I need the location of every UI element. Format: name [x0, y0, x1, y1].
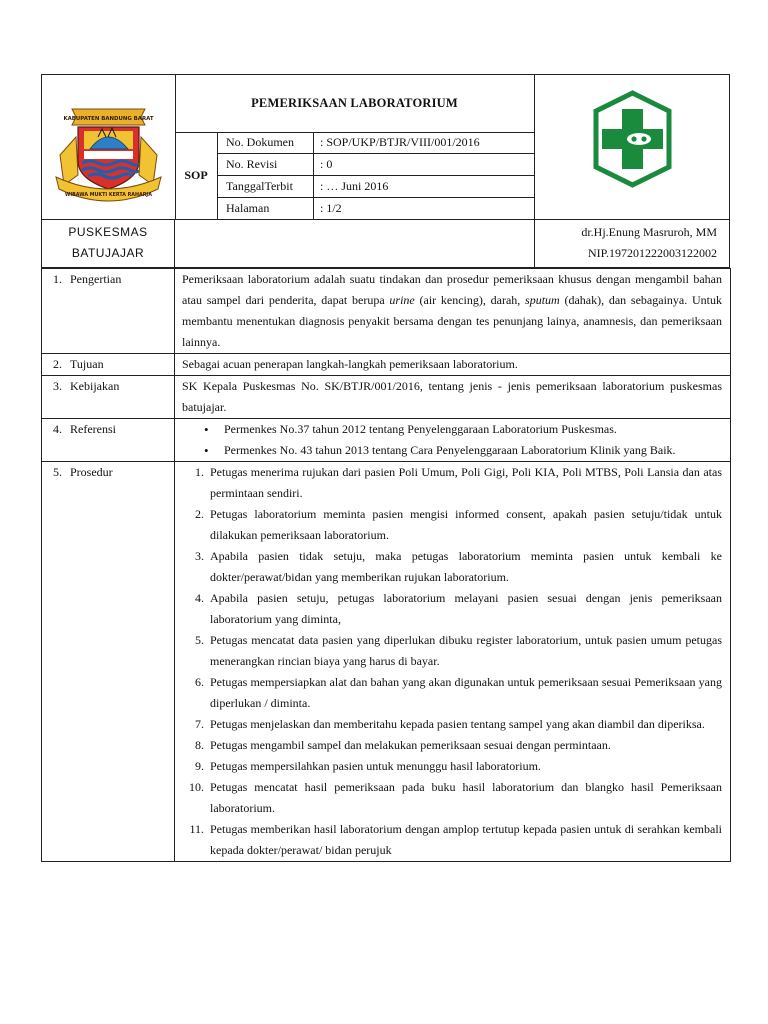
list-item: 7. Petugas menjelaskan dan memberitahu kepada pasien tentang sampel yang akan diambil dan diperiksa.: [195, 717, 705, 731]
sop-document: [41, 74, 730, 862]
section-pengertian: [42, 269, 731, 354]
org-line-1: PUSKESMAS: [68, 225, 148, 239]
list-item: 9. Petugas mempersilahkan pasien untuk menunggu hasil laboratorium.: [195, 759, 541, 773]
list-item: 10. Petugas mencatat hasil pemeriksaan pada buku hasil laboratorium dan blangko hasil Pemeriksaan laboratorium.: [189, 780, 722, 815]
signatory-nip: NIP.197201222003122002: [587, 246, 717, 260]
organization-name: [42, 220, 175, 267]
blank-cell: [175, 220, 535, 267]
meta-value: : 1/2: [320, 201, 342, 215]
section-referensi: [42, 419, 731, 462]
meta-key: No. Revisi: [218, 154, 314, 175]
section-label: 3. Kebijakan: [42, 376, 175, 419]
meta-value: : … Juni 2016: [320, 179, 389, 193]
list-item: • Permenkes No.37 tahun 2012 tentang Penyelenggaraan Laboratorium Puskesmas.: [182, 419, 722, 440]
signatory-name: dr.Hj.Enung Masruroh, MM: [581, 225, 717, 239]
section-content: [175, 462, 731, 862]
section-kebijakan: [42, 376, 731, 419]
meta-row-halaman: [218, 198, 534, 220]
sop-header: [41, 74, 730, 220]
meta-value: : 0: [320, 157, 333, 171]
kabupaten-bandung-barat-emblem-icon: [42, 75, 175, 219]
section-label: 5. Prosedur: [42, 462, 175, 862]
kebijakan-text: SK Kepala Puskesmas No. SK/BTJR/001/2016, tentang jenis - jenis pemeriksaan laboratorium puskesmas batujajar.: [182, 379, 722, 414]
list-item: 3. Apabila pasien tidak setuju, maka petugas laboratorium meminta pasien untuk kembali ke dokter/perawat/bidan yang memberikan rujukan laboratorium.: [195, 549, 722, 584]
svg-text:KABUPATEN BANDUNG BARAT: KABUPATEN BANDUNG BARAT: [63, 116, 154, 122]
sop-content-table: [41, 268, 731, 862]
svg-text:WIBAWA MUKTI KERTA RAHARJA: WIBAWA MUKTI KERTA RAHARJA: [65, 193, 152, 198]
meta-key: TanggalTerbit: [218, 176, 314, 197]
document-meta: [218, 132, 534, 220]
left-logo-cell: [42, 75, 176, 219]
list-item: 11. Petugas memberikan hasil laboratorium dengan amplop tertutup kepada pasien untuk di serahkan kembali kepada dokter/perawat/ bidan perujuk: [189, 822, 722, 857]
org-line-2: BATUJAJAR: [71, 246, 145, 260]
section-tujuan: [42, 354, 731, 376]
list-item: 8. Petugas mengambil sampel dan melakukan pemeriksaan sesuai dengan permintaan.: [195, 738, 611, 752]
list-item: 5. Petugas mencatat data pasien yang diperlukan dibuku register laboratorium, untuk pasien umum petugas menerangkan rincian biaya yang harus di bayar.: [195, 633, 722, 668]
meta-row-revisi: [218, 154, 534, 176]
right-logo-cell: [534, 75, 730, 219]
section-label: 2. Tujuan: [42, 354, 175, 376]
section-label: 4. Referensi: [42, 419, 175, 462]
list-item: 1. Petugas menerima rujukan dari pasien Poli Umum, Poli Gigi, Poli KIA, Poli MTBS, Poli Lansia dan atas permintaan sendiri.: [195, 465, 722, 500]
section-content: [175, 376, 731, 419]
list-item: • Permenkes No. 43 tahun 2013 tentang Cara Penyelenggaraan Laboratorium Klinik yang Baik.: [182, 440, 722, 461]
section-content: [175, 354, 731, 376]
org-signatory-row: [41, 220, 730, 268]
section-label: 1. Pengertian: [42, 269, 175, 354]
sop-label: SOP: [175, 132, 218, 219]
meta-key: Halaman: [218, 198, 314, 220]
section-prosedur: [42, 462, 731, 862]
document-title: PEMERIKSAAN LABORATORIUM: [175, 75, 534, 133]
meta-key: No. Dokumen: [218, 132, 314, 153]
meta-row-dokumen: [218, 132, 534, 154]
puskesmas-cross-logo-icon: [535, 75, 730, 219]
section-content: [175, 419, 731, 462]
list-item: 4. Apabila pasien setuju, petugas laboratorium melayani pasien sesuai dengan jenis pemeriksaan laboratorium yang diminta,: [195, 591, 722, 626]
section-content: [175, 269, 731, 354]
referensi-list: [182, 419, 722, 461]
meta-row-tanggal-terbit: [218, 176, 534, 198]
signatory: [534, 220, 729, 267]
list-item: 2. Petugas laboratorium meminta pasien mengisi informed consent, apakah pasien setuju/tidak untuk dilakukan pemeriksaan laboratorium.: [195, 507, 722, 542]
tujuan-text: Sebagai acuan penerapan langkah-langkah pemeriksaan laboratorium.: [182, 357, 518, 371]
pengertian-text: Pemeriksaan laboratorium adalah suatu tindakan dan prosedur pemeriksaan khusus dengan mengambil bahan atau sampel dari penderita, dapat berupa urine (air kencing), darah, sputum (dahak), dan sebagainya. Untuk membantu menentukan diagnosis penyakit bersama dengan tes penunjang lainya, anamnesis, dan pemeriksaan lainnya.: [182, 272, 722, 349]
meta-value: : SOP/UKP/BTJR/VIII/001/2016: [320, 135, 480, 149]
prosedur-steps: [182, 462, 722, 861]
list-item: 6. Petugas mempersiapkan alat dan bahan yang akan digunakan untuk pemeriksaan sesuai Pemeriksaan yang diperlukan / diminta.: [195, 675, 722, 710]
